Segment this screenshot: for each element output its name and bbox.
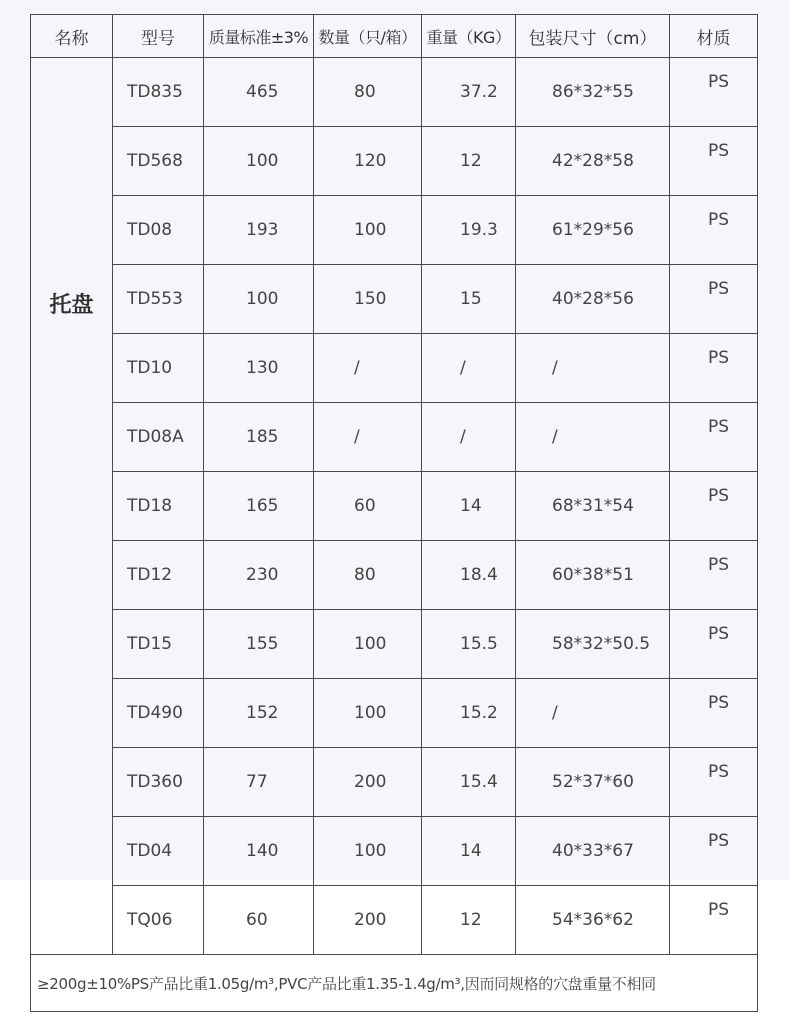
package-size-cell: / — [516, 403, 670, 472]
weight-cell: 19.3 — [422, 196, 516, 265]
package-size-cell: 68*31*54 — [516, 472, 670, 541]
table-row — [31, 679, 758, 748]
quantity-cell: / — [314, 403, 422, 472]
quality-standard-cell: 230 — [204, 541, 314, 610]
material-cell: PS — [670, 472, 758, 541]
table-row — [31, 472, 758, 541]
weight-cell: 18.4 — [422, 541, 516, 610]
weight-cell: / — [422, 334, 516, 403]
table-row — [31, 58, 758, 127]
weight-cell: 15.2 — [422, 679, 516, 748]
weight-cell: 37.2 — [422, 58, 516, 127]
quality-standard-cell: 152 — [204, 679, 314, 748]
weight-cell: 15.5 — [422, 610, 516, 679]
weight-cell: 15 — [422, 265, 516, 334]
table-row — [31, 334, 758, 403]
footnote-row — [31, 955, 758, 1012]
model-cell: TD10 — [113, 334, 204, 403]
quantity-cell: 200 — [314, 748, 422, 817]
material-cell: PS — [670, 196, 758, 265]
table-row — [31, 127, 758, 196]
weight-cell: 14 — [422, 472, 516, 541]
material-cell: PS — [670, 541, 758, 610]
weight-cell: 14 — [422, 817, 516, 886]
material-cell: PS — [670, 886, 758, 955]
quantity-cell: 100 — [314, 196, 422, 265]
quality-standard-cell: 100 — [204, 127, 314, 196]
model-cell: TD553 — [113, 265, 204, 334]
table-row — [31, 610, 758, 679]
model-cell: TQ06 — [113, 886, 204, 955]
table-row — [31, 196, 758, 265]
package-size-cell: 40*33*67 — [516, 817, 670, 886]
model-cell: TD490 — [113, 679, 204, 748]
quality-standard-cell: 60 — [204, 886, 314, 955]
footnote: ≥200g±10%PS产品比重1.05g/m³,PVC产品比重1.35-1.4g/m³,因而同规格的穴盘重量不相同 — [31, 955, 758, 1012]
header-material: 材质 — [670, 15, 758, 58]
table-header-row — [31, 15, 758, 58]
material-cell: PS — [670, 403, 758, 472]
package-size-cell: 40*28*56 — [516, 265, 670, 334]
quantity-cell: 120 — [314, 127, 422, 196]
product-spec-table — [30, 14, 758, 1012]
header-quantity: 数量（只/箱） — [314, 15, 422, 58]
package-size-cell: 42*28*58 — [516, 127, 670, 196]
quality-standard-cell: 165 — [204, 472, 314, 541]
quantity-cell: 100 — [314, 679, 422, 748]
material-cell: PS — [670, 817, 758, 886]
header-quality-standard: 质量标准±3% — [204, 15, 314, 58]
quantity-cell: 80 — [314, 58, 422, 127]
model-cell: TD15 — [113, 610, 204, 679]
weight-cell: 12 — [422, 886, 516, 955]
model-cell: TD08A — [113, 403, 204, 472]
quality-standard-cell: 465 — [204, 58, 314, 127]
table-row — [31, 541, 758, 610]
material-cell: PS — [670, 334, 758, 403]
quality-standard-cell: 100 — [204, 265, 314, 334]
package-size-cell: 86*32*55 — [516, 58, 670, 127]
package-size-cell: / — [516, 334, 670, 403]
model-cell: TD568 — [113, 127, 204, 196]
model-cell: TD04 — [113, 817, 204, 886]
header-name: 名称 — [31, 15, 113, 58]
weight-cell: / — [422, 403, 516, 472]
table-row — [31, 748, 758, 817]
quality-standard-cell: 77 — [204, 748, 314, 817]
table-body — [31, 58, 758, 955]
header-package-size: 包装尺寸（cm） — [516, 15, 670, 58]
quality-standard-cell: 130 — [204, 334, 314, 403]
model-cell: TD12 — [113, 541, 204, 610]
quantity-cell: 60 — [314, 472, 422, 541]
model-cell: TD835 — [113, 58, 204, 127]
model-cell: TD18 — [113, 472, 204, 541]
quality-standard-cell: 185 — [204, 403, 314, 472]
table-row — [31, 817, 758, 886]
table-row — [31, 403, 758, 472]
quality-standard-cell: 155 — [204, 610, 314, 679]
quality-standard-cell: 140 — [204, 817, 314, 886]
quantity-cell: 100 — [314, 610, 422, 679]
material-cell: PS — [670, 127, 758, 196]
material-cell: PS — [670, 679, 758, 748]
package-size-cell: 61*29*56 — [516, 196, 670, 265]
header-weight: 重量（KG） — [422, 15, 516, 58]
material-cell: PS — [670, 265, 758, 334]
category-name-cell: 托盘 — [31, 58, 113, 955]
table-row — [31, 265, 758, 334]
quantity-cell: 100 — [314, 817, 422, 886]
model-cell: TD360 — [113, 748, 204, 817]
quantity-cell: / — [314, 334, 422, 403]
header-model: 型号 — [113, 15, 204, 58]
quantity-cell: 150 — [314, 265, 422, 334]
quantity-cell: 80 — [314, 541, 422, 610]
package-size-cell: / — [516, 679, 670, 748]
package-size-cell: 58*32*50.5 — [516, 610, 670, 679]
quality-standard-cell: 193 — [204, 196, 314, 265]
material-cell: PS — [670, 748, 758, 817]
material-cell: PS — [670, 610, 758, 679]
package-size-cell: 60*38*51 — [516, 541, 670, 610]
model-cell: TD08 — [113, 196, 204, 265]
quantity-cell: 200 — [314, 886, 422, 955]
weight-cell: 15.4 — [422, 748, 516, 817]
package-size-cell: 54*36*62 — [516, 886, 670, 955]
weight-cell: 12 — [422, 127, 516, 196]
material-cell: PS — [670, 58, 758, 127]
package-size-cell: 52*37*60 — [516, 748, 670, 817]
table-row — [31, 886, 758, 955]
